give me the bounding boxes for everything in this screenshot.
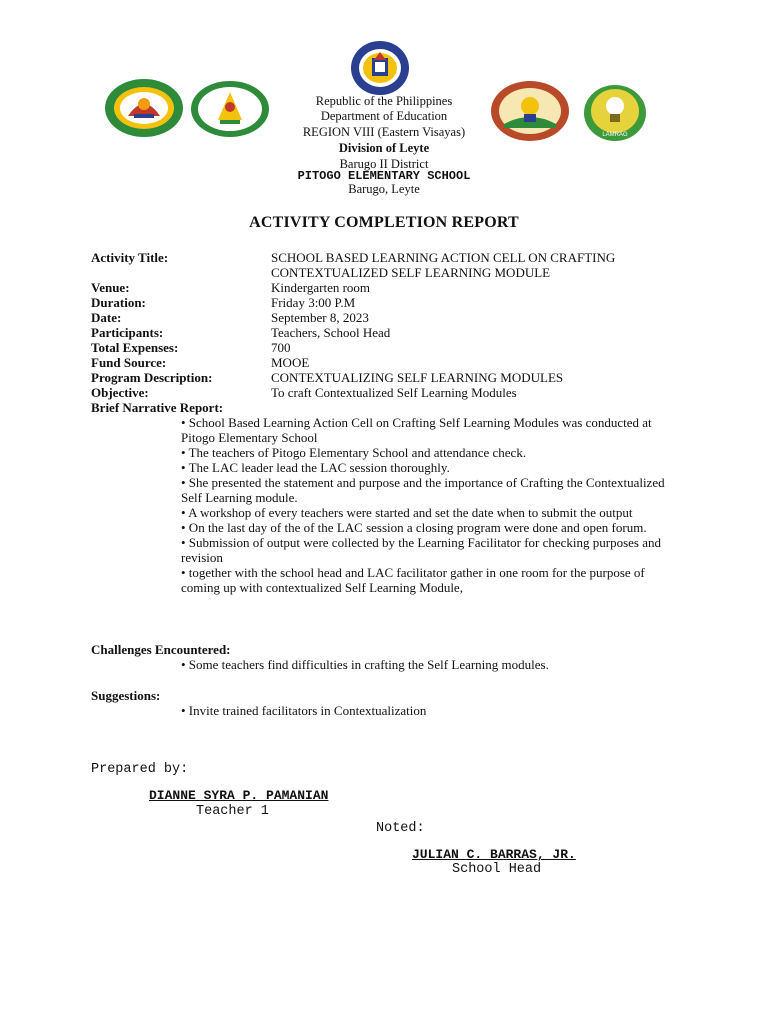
narrative-item: • On the last day of the of the LAC session a closing program were done and open forum.	[181, 520, 647, 535]
noted-by-name: JULIAN C. BARRAS, JR.	[412, 847, 576, 862]
venue-label: Venue:	[91, 280, 130, 295]
header-region: REGION VIII (Eastern Visayas)	[302, 125, 466, 139]
noted-by-role: School Head	[452, 862, 542, 877]
header-location: Barugo, Leyte	[348, 182, 420, 196]
header-department: Department of Education	[320, 109, 448, 123]
date-value: September 8, 2023	[271, 310, 369, 325]
objective-value: To craft Contextualized Self Learning Modules	[271, 385, 517, 400]
venue-value: Kindergarten room	[271, 280, 371, 295]
header-school: PITOGO ELEMENTARY SCHOOL	[297, 169, 471, 183]
date-label: Date:	[91, 310, 122, 325]
total-expenses-label: Total Expenses:	[91, 340, 179, 355]
fund-source-value: MOOE	[271, 355, 310, 370]
objective-label: Objective:	[91, 385, 149, 400]
narrative-item: • School Based Learning Action Cell on Crafting Self Learning Modules was conducted at Pitogo Elementary School	[181, 415, 652, 445]
prepared-by-label: Prepared by:	[91, 762, 189, 777]
prepared-by-role: Teacher 1	[196, 804, 269, 819]
duration-label: Duration:	[91, 295, 146, 310]
suggestions-label: Suggestions:	[91, 688, 161, 703]
report-title: ACTIVITY COMPLETION REPORT	[249, 214, 519, 231]
prepared-by-name: DIANNE SYRA P. PAMANIAN	[149, 788, 329, 803]
activity-title-label: Activity Title:	[91, 250, 169, 265]
narrative-item: • The LAC leader lead the LAC session thoroughly.	[181, 460, 450, 475]
activity-title-line1: SCHOOL BASED LEARNING ACTION CELL ON CRAFTING	[271, 250, 616, 265]
narrative-item: • The teachers of Pitogo Elementary School and attendance check.	[181, 445, 527, 460]
participants-value: Teachers, School Head	[271, 325, 391, 340]
fund-source-label: Fund Source:	[91, 355, 167, 370]
deped-seal-icon	[350, 40, 410, 96]
narrative-item: • together with the school head and LAC facilitator gather in one room for the purpose of coming up with contextualized Self Learning Module,	[181, 565, 645, 595]
narrative-label: Brief Narrative Report:	[91, 400, 224, 415]
narrative-item: • A workshop of every teachers were started and set the date when to submit the output	[181, 505, 633, 520]
participants-label: Participants:	[91, 325, 164, 340]
noted-label: Noted:	[376, 821, 425, 836]
header-country: Republic of the Philippines	[315, 94, 453, 108]
narrative-item: • She presented the statement and purpose and the importance of Crafting the Contextualized Self Learning module.	[181, 475, 665, 505]
narrative-list	[181, 415, 686, 595]
program-description-value: CONTEXTUALIZING SELF LEARNING MODULES	[271, 370, 564, 385]
activity-title-line2: CONTEXTUALIZED SELF LEARNING MODULE	[271, 265, 551, 280]
challenges-item: • Some teachers find difficulties in crafting the Self Learning modules.	[181, 657, 549, 672]
svg-text:LAMRAG: LAMRAG	[602, 132, 628, 138]
total-expenses-value: 700	[271, 340, 291, 355]
header-division: Division of Leyte	[338, 141, 430, 155]
narrative-item: • Submission of output were collected by the Learning Facilitator for checking purposes and revision	[181, 535, 662, 565]
challenges-label: Challenges Encountered:	[91, 642, 231, 657]
program-description-label: Program Description:	[91, 370, 213, 385]
duration-value: Friday 3:00 P.M	[271, 295, 356, 310]
suggestions-item: • Invite trained facilitators in Contextualization	[181, 703, 427, 718]
header-district: Barugo II District	[339, 157, 429, 171]
